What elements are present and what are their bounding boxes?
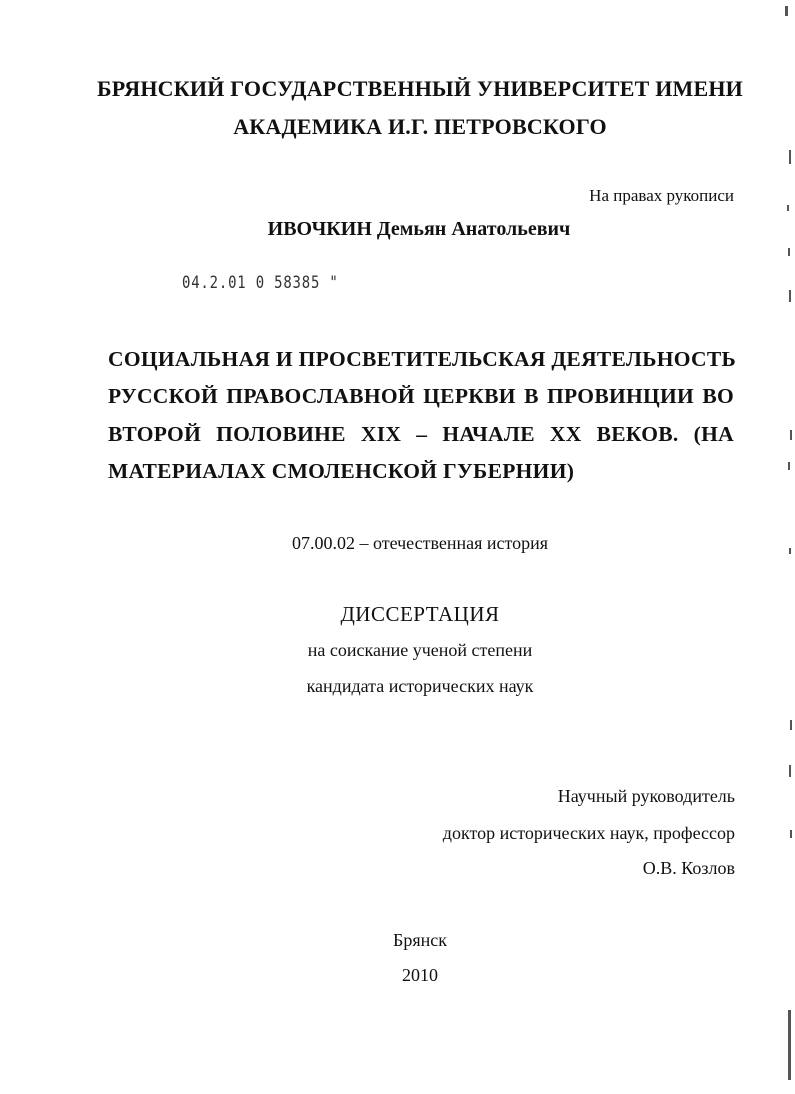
title-line-3: ВТОРОЙ ПОЛОВИНЕ XIX – НАЧАЛЕ XX ВЕКОВ. (НА xyxy=(108,421,734,446)
manuscript-rights-note: На правах рукописи xyxy=(589,186,734,205)
speck xyxy=(789,150,791,164)
speck xyxy=(790,430,792,440)
work-type-heading: ДИССЕРТАЦИЯ xyxy=(340,602,500,626)
speck xyxy=(788,1010,791,1080)
advisor-credentials: доктор исторических наук, профессор xyxy=(442,823,735,843)
speck xyxy=(787,205,789,211)
university-name-line-2: АКАДЕМИКА И.Г. ПЕТРОВСКОГО xyxy=(233,114,607,139)
city: Брянск xyxy=(393,930,447,950)
year: 2010 xyxy=(402,965,438,985)
advisor-role: Научный руководитель xyxy=(557,786,735,806)
speck xyxy=(788,462,790,470)
speck xyxy=(789,290,791,302)
degree-line-2: кандидата исторических наук xyxy=(306,676,534,696)
university-name-line-1: БРЯНСКИЙ ГОСУДАРСТВЕННЫЙ УНИВЕРСИТЕТ ИМЕНИ xyxy=(96,76,743,101)
speck xyxy=(785,6,788,16)
author-name: ИВОЧКИН Демьян Анатольевич xyxy=(267,218,571,240)
title-line-2: РУССКОЙ ПРАВОСЛАВНОЙ ЦЕРКВИ В ПРОВИНЦИИ ВО xyxy=(108,384,734,409)
title-line-1: СОЦИАЛЬНАЯ И ПРОСВЕТИТЕЛЬСКАЯ ДЕЯТЕЛЬНОСТЬ xyxy=(108,347,737,371)
title-line-4: МАТЕРИАЛАХ СМОЛЕНСКОЙ ГУБЕРНИИ) xyxy=(108,458,575,483)
library-stamp-number: 04.2.01 0 58385 " xyxy=(182,273,339,293)
dissertation-title xyxy=(108,341,737,490)
advisor-name: О.В. Козлов xyxy=(642,858,735,878)
speck xyxy=(788,248,790,256)
degree-line-1: на соискание ученой степени xyxy=(307,640,533,660)
speck xyxy=(789,765,791,777)
speck xyxy=(789,548,791,554)
speck xyxy=(790,830,792,838)
speck xyxy=(790,720,792,730)
specialty-code: 07.00.02 – отечественная история xyxy=(291,533,549,553)
